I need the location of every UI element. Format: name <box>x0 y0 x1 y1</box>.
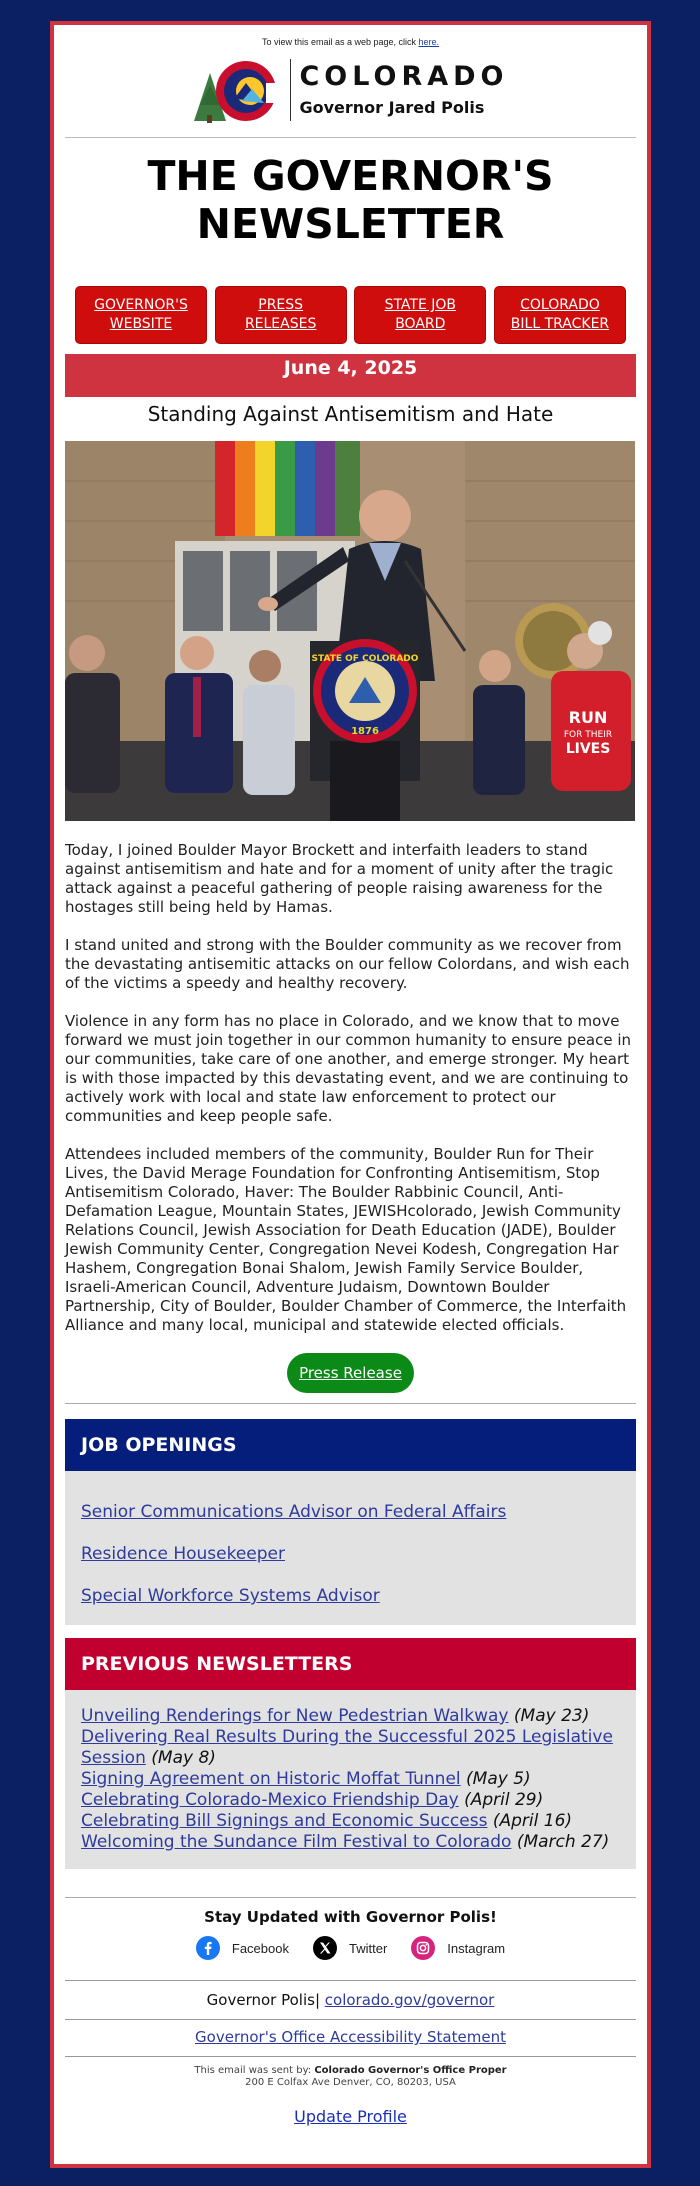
newsletter-link[interactable]: Welcoming the Sundance Film Festival to Colorado <box>81 1832 512 1852</box>
brand-header <box>65 55 636 125</box>
brand-text <box>299 63 508 117</box>
newsletter-title <box>65 152 636 248</box>
accessibility-link[interactable]: Governor's Office Accessibility Statement <box>195 2028 506 2046</box>
list-item: Delivering Real Results During the Successful 2025 Legislative Session (May 8) <box>81 1727 613 1768</box>
instagram-icon <box>411 1936 435 1960</box>
divider <box>65 1980 636 1981</box>
accessibility-line <box>65 2028 636 2046</box>
brand-state: COLORADO <box>299 61 509 92</box>
divider <box>65 137 636 138</box>
article-body <box>65 841 636 1335</box>
article-headline: Standing Against Antisemitism and Hate <box>147 402 554 426</box>
article-paragraph: I stand united and strong with the Boulder community as we recover from the devastating antisemitic attacks on our fellow Colordans, and wish each of the victims a speedy and healthy recovery. <box>65 936 630 992</box>
date-bar: June 4, 2025 <box>65 354 636 397</box>
svg-text:LIVES: LIVES <box>565 741 611 757</box>
update-profile-link[interactable]: Update Profile <box>294 2107 407 2126</box>
svg-text:1876: 1876 <box>351 726 379 737</box>
twitter-link[interactable]: Twitter <box>313 1936 387 1960</box>
title-line-2: NEWSLETTER <box>196 200 505 248</box>
newsletter-link[interactable]: Celebrating Bill Signings and Economic Success <box>81 1811 488 1831</box>
governor-site-link[interactable]: colorado.gov/governor <box>324 1991 495 2009</box>
social-links <box>65 1936 636 1960</box>
colorado-logo-icon <box>192 55 284 125</box>
article-paragraph: Violence in any form has no place in Colorado, and we know that to move forward we must join together in our common humanity to ensure peace in our communities, take care of one another, and emerge stronger. My heart is with those impacted by this devastating event, and we are continuing to actively work with local and state law enforcement to protect our communities and keep people safe. <box>65 1012 632 1125</box>
press-release-wrap <box>65 1353 636 1393</box>
list-item: Unveiling Renderings for New Pedestrian Walkway (May 23) <box>81 1706 590 1726</box>
newsletter-frame <box>50 21 651 2168</box>
title-line-1: THE GOVERNOR'S <box>147 152 554 200</box>
newsletter-link[interactable]: Celebrating Colorado-Mexico Friendship Day <box>81 1790 459 1810</box>
divider <box>65 1897 636 1898</box>
job-link[interactable]: Senior Communications Advisor on Federal Affairs <box>81 1502 507 1522</box>
press-releases-button[interactable]: PRESS RELEASES <box>215 286 347 344</box>
list-item: Welcoming the Sundance Film Festival to Colorado (March 27) <box>81 1832 610 1852</box>
nav-buttons <box>65 286 636 344</box>
job-openings-list <box>65 1471 636 1625</box>
job-openings-heading: JOB OPENINGS <box>65 1419 636 1471</box>
job-link[interactable]: Residence Housekeeper <box>81 1544 285 1564</box>
newsletter-link[interactable]: Unveiling Renderings for New Pedestrian Walkway <box>81 1706 509 1726</box>
list-item: Signing Agreement on Historic Moffat Tunnel (May 5) <box>81 1769 531 1789</box>
divider <box>65 1403 636 1404</box>
facebook-link[interactable]: Facebook <box>196 1936 289 1960</box>
article-photo <box>65 441 635 821</box>
x-twitter-icon <box>313 1936 337 1960</box>
stay-updated-heading: Stay Updated with Governor Polis! <box>204 1908 497 1926</box>
newsletter-link[interactable]: Signing Agreement on Historic Moffat Tunnel <box>81 1769 461 1789</box>
previous-newsletters-heading: PREVIOUS NEWSLETTERS <box>65 1638 636 1690</box>
list-item: Celebrating Colorado-Mexico Friendship Day (April 29) <box>81 1790 544 1810</box>
state-job-board-button[interactable]: STATE JOB BOARD <box>354 286 486 344</box>
webview-line <box>65 37 636 47</box>
article-paragraph: Attendees included members of the community, Boulder Run for Their Lives, the David Merage Foundation for Confronting Antisemitism, Stop Antisemitism Colorado, Haver: The Boulder Rabbinic Council, Anti-Defamation League, Mountain States, JEWISHcolorado, Jewish Community Relations Council, Jewish Association for Death Education (JADE), Boulder Jewish Community Center, Congregation Nevei Kodesh, Congregation Har Hashem, Congregation Bonai Shalom, Jewish Family Service Boulder, Israeli-American Council, Adventure Judaism, Downtown Boulder Partnership, City of Boulder, Boulder Chamber of Commerce, the Interfaith Alliance and many local, municipal and statewide elected officials. <box>65 1145 627 1334</box>
newsletter-link[interactable]: Delivering Real Results During the Successful 2025 Legislative Session <box>81 1727 613 1768</box>
brand-governor: Governor Jared Polis <box>299 98 485 117</box>
footer-name-line: Governor Polis| colorado.gov/governor <box>206 1991 495 2009</box>
governors-website-button[interactable]: GOVERNOR'S WEBSITE <box>75 286 207 344</box>
bill-tracker-button[interactable]: COLORADO BILL TRACKER <box>494 286 626 344</box>
article-paragraph: Today, I joined Boulder Mayor Brockett and interfaith leaders to stand against antisemitism and hate and for a moment of unity after the tragic attack against a peaceful gathering of people raising awareness for the hostages still being held by Hamas. <box>65 841 614 916</box>
webview-text: To view this email as a web page, click <box>261 37 417 47</box>
press-release-button[interactable]: Press Release <box>287 1353 414 1393</box>
divider <box>65 2019 636 2020</box>
sent-by: This email was sent by: Colorado Governor's Office Proper 200 E Colfax Ave Denver, CO, 80203, USA <box>194 2065 507 2088</box>
newsletter-sheet <box>54 25 647 2164</box>
list-item: Celebrating Bill Signings and Economic Success (April 16) <box>81 1811 573 1831</box>
update-profile-line <box>65 2107 636 2126</box>
facebook-icon <box>196 1936 220 1960</box>
job-link[interactable]: Special Workforce Systems Advisor <box>81 1586 380 1606</box>
brand-separator <box>290 59 291 121</box>
svg-text:RUN: RUN <box>568 708 608 727</box>
instagram-link[interactable]: Instagram <box>411 1936 505 1960</box>
svg-text:FOR THEIR: FOR THEIR <box>563 730 613 740</box>
previous-newsletters-list <box>65 1690 636 1869</box>
divider <box>65 2056 636 2057</box>
svg-text:STATE OF COLORADO: STATE OF COLORADO <box>311 654 419 664</box>
webview-link[interactable]: here. <box>418 37 440 47</box>
